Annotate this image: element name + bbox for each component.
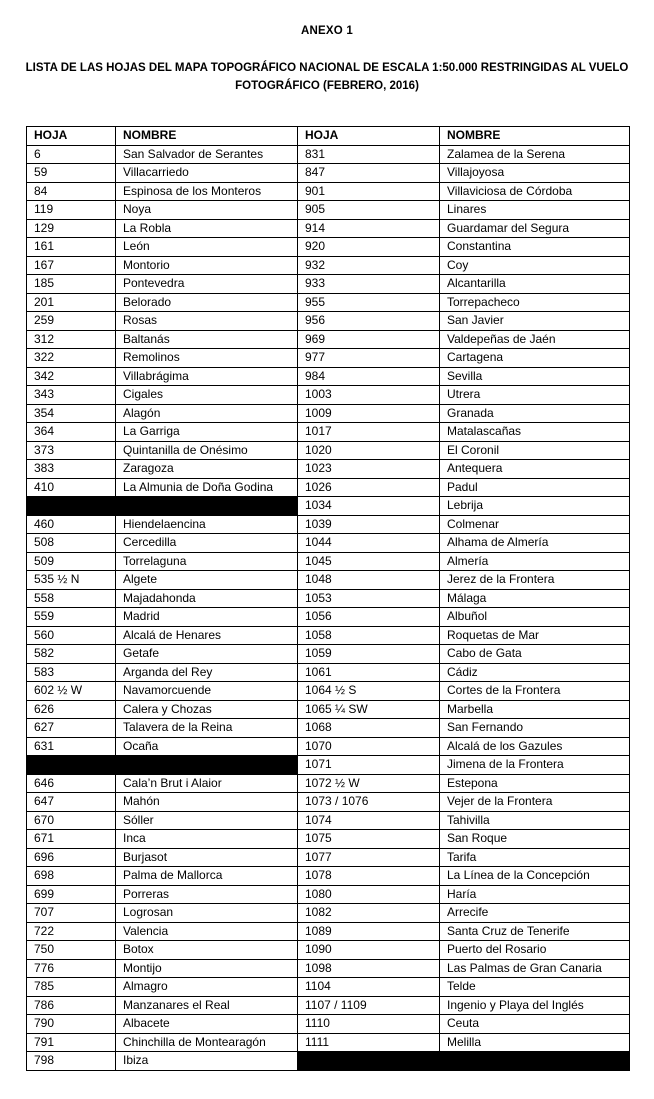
nombre-left-cell: Burjasot: [116, 848, 298, 867]
table-row: [27, 978, 630, 997]
nombre-left-cell: Hiendelaencina: [116, 515, 298, 534]
table-row: [27, 238, 630, 257]
nombre-right-cell: Tahivilla: [440, 811, 630, 830]
hoja-left-cell: 582: [27, 645, 116, 664]
hoja-left-cell: 798: [27, 1052, 116, 1071]
hoja-left-cell: 785: [27, 978, 116, 997]
nombre-right-cell: La Línea de la Concepción: [440, 867, 630, 886]
hoja-left-cell: 602 ½ W: [27, 682, 116, 701]
hoja-left-cell: 790: [27, 1015, 116, 1034]
table-row: [27, 848, 630, 867]
table-row: [27, 164, 630, 183]
hoja-right-cell: 1045: [298, 552, 440, 571]
table-row: [27, 256, 630, 275]
table-row: [27, 201, 630, 220]
nombre-left-cell: Inca: [116, 830, 298, 849]
nombre-right-cell: Jimena de la Frontera: [440, 756, 630, 775]
table-row: [27, 774, 630, 793]
hoja-left-cell: 364: [27, 423, 116, 442]
hoja-right-cell: 1107 / 1109: [298, 996, 440, 1015]
nombre-right-cell: Haría: [440, 885, 630, 904]
nombre-left-cell: Baltanás: [116, 330, 298, 349]
hoja-right-cell: 1061: [298, 663, 440, 682]
hoja-left-cell: 383: [27, 460, 116, 479]
table-row: [27, 478, 630, 497]
nombre-right-cell: Ingenio y Playa del Inglés: [440, 996, 630, 1015]
hoja-left-cell: 626: [27, 700, 116, 719]
hoja-right-cell: 1090: [298, 941, 440, 960]
table-row: [27, 626, 630, 645]
hoja-right-cell: 1074: [298, 811, 440, 830]
table-row: [27, 515, 630, 534]
hoja-right-cell: 1065 ¼ SW: [298, 700, 440, 719]
hoja-right-cell: 920: [298, 238, 440, 257]
nombre-left-cell: Cercedilla: [116, 534, 298, 553]
hoja-right-cell: 847: [298, 164, 440, 183]
hoja-right-cell: 1017: [298, 423, 440, 442]
hoja-right-cell: 1073 / 1076: [298, 793, 440, 812]
nombre-left-cell: León: [116, 238, 298, 257]
nombre-right-cell: Linares: [440, 201, 630, 220]
hoja-right-cell: 1072 ½ W: [298, 774, 440, 793]
table-row: [27, 182, 630, 201]
nombre-right-cell: Melilla: [440, 1033, 630, 1052]
hoja-right-cell: 1111: [298, 1033, 440, 1052]
nombre-left-cell: Chinchilla de Montearagón: [116, 1033, 298, 1052]
nombre-left-cell: Cala’n Brut i Alaior: [116, 774, 298, 793]
hoja-left-cell: 322: [27, 349, 116, 368]
hoja-right-cell: 901: [298, 182, 440, 201]
table-row: [27, 700, 630, 719]
table-row: [27, 682, 630, 701]
redacted-cell: [440, 1052, 630, 1071]
nombre-right-cell: Cortes de la Frontera: [440, 682, 630, 701]
nombre-right-cell: Cartagena: [440, 349, 630, 368]
title-line-2: FOTOGRÁFICO (FEBRERO, 2016): [235, 80, 419, 92]
hoja-left-cell: 201: [27, 293, 116, 312]
hoja-right-cell: 831: [298, 145, 440, 164]
hoja-left-cell: 460: [27, 515, 116, 534]
table-row: [27, 885, 630, 904]
table-row: [27, 293, 630, 312]
hoja-left-cell: 699: [27, 885, 116, 904]
nombre-left-cell: Belorado: [116, 293, 298, 312]
hoja-right-cell: 1068: [298, 719, 440, 738]
table-row: [27, 404, 630, 423]
nombre-right-cell: Roquetas de Mar: [440, 626, 630, 645]
hoja-right-cell: 955: [298, 293, 440, 312]
table-row: [27, 959, 630, 978]
header-hoja-right: HOJA: [298, 127, 440, 146]
hoja-right-cell: 1089: [298, 922, 440, 941]
nombre-left-cell: Mahón: [116, 793, 298, 812]
nombre-left-cell: Madrid: [116, 608, 298, 627]
table-row: [27, 589, 630, 608]
table-row: [27, 367, 630, 386]
nombre-left-cell: Calera y Chozas: [116, 700, 298, 719]
hoja-right-cell: 984: [298, 367, 440, 386]
table-row: [27, 330, 630, 349]
redacted-cell: [116, 497, 298, 516]
nombre-right-cell: Lebrija: [440, 497, 630, 516]
hoja-left-cell: 535 ½ N: [27, 571, 116, 590]
table-row: [27, 830, 630, 849]
annex-label: ANEXO 1: [301, 25, 353, 37]
nombre-right-cell: Jerez de la Frontera: [440, 571, 630, 590]
hoja-left-cell: 786: [27, 996, 116, 1015]
hoja-right-cell: 1048: [298, 571, 440, 590]
table-row: [27, 312, 630, 331]
nombre-left-cell: Remolinos: [116, 349, 298, 368]
nombre-right-cell: Alcalá de los Gazules: [440, 737, 630, 756]
nombre-left-cell: Arganda del Rey: [116, 663, 298, 682]
hoja-right-cell: 933: [298, 275, 440, 294]
nombre-right-cell: Coy: [440, 256, 630, 275]
hoja-left-cell: 129: [27, 219, 116, 238]
hoja-right-cell: 1077: [298, 848, 440, 867]
hoja-left-cell: 84: [27, 182, 116, 201]
header-nombre-left: NOMBRE: [116, 127, 298, 146]
nombre-right-cell: Marbella: [440, 700, 630, 719]
table-row: [27, 145, 630, 164]
table-row: [27, 922, 630, 941]
table-row: [27, 571, 630, 590]
nombre-right-cell: San Javier: [440, 312, 630, 331]
nombre-right-cell: Cádiz: [440, 663, 630, 682]
hoja-left-cell: 354: [27, 404, 116, 423]
hoja-left-cell: 583: [27, 663, 116, 682]
hoja-left-cell: 631: [27, 737, 116, 756]
nombre-left-cell: Palma de Mallorca: [116, 867, 298, 886]
nombre-left-cell: Pontevedra: [116, 275, 298, 294]
nombre-left-cell: Navamorcuende: [116, 682, 298, 701]
hoja-right-cell: 1104: [298, 978, 440, 997]
nombre-left-cell: Alcalá de Henares: [116, 626, 298, 645]
nombre-left-cell: Montorio: [116, 256, 298, 275]
nombre-right-cell: Almería: [440, 552, 630, 571]
table-row: [27, 719, 630, 738]
hoja-left-cell: 167: [27, 256, 116, 275]
hoja-left-cell: 161: [27, 238, 116, 257]
nombre-right-cell: Puerto del Rosario: [440, 941, 630, 960]
nombre-right-cell: Guardamar del Segura: [440, 219, 630, 238]
nombre-left-cell: Cigales: [116, 386, 298, 405]
hoja-left-cell: 791: [27, 1033, 116, 1052]
table-row: [27, 1033, 630, 1052]
hoja-left-cell: 559: [27, 608, 116, 627]
redacted-cell: [27, 756, 116, 775]
sheets-table: [26, 126, 630, 1071]
nombre-right-cell: Granada: [440, 404, 630, 423]
nombre-right-cell: Estepona: [440, 774, 630, 793]
hoja-right-cell: 1059: [298, 645, 440, 664]
nombre-left-cell: Valencia: [116, 922, 298, 941]
header-hoja-left: HOJA: [27, 127, 116, 146]
nombre-right-cell: San Roque: [440, 830, 630, 849]
hoja-left-cell: 119: [27, 201, 116, 220]
nombre-left-cell: Villacarriedo: [116, 164, 298, 183]
hoja-right-cell: 1080: [298, 885, 440, 904]
nombre-right-cell: Villaviciosa de Córdoba: [440, 182, 630, 201]
table-header-row: [27, 127, 630, 146]
nombre-right-cell: Vejer de la Frontera: [440, 793, 630, 812]
nombre-left-cell: Talavera de la Reina: [116, 719, 298, 738]
table-row: [27, 811, 630, 830]
hoja-right-cell: 1070: [298, 737, 440, 756]
hoja-right-cell: 1110: [298, 1015, 440, 1034]
hoja-right-cell: 1056: [298, 608, 440, 627]
hoja-left-cell: 560: [27, 626, 116, 645]
nombre-right-cell: Padul: [440, 478, 630, 497]
hoja-left-cell: 750: [27, 941, 116, 960]
nombre-right-cell: Málaga: [440, 589, 630, 608]
nombre-left-cell: La Robla: [116, 219, 298, 238]
nombre-left-cell: Porreras: [116, 885, 298, 904]
table-body: [27, 145, 630, 1070]
nombre-right-cell: Albuñol: [440, 608, 630, 627]
nombre-right-cell: Tarifa: [440, 848, 630, 867]
hoja-left-cell: 343: [27, 386, 116, 405]
redacted-cell: [298, 1052, 440, 1071]
nombre-left-cell: Albacete: [116, 1015, 298, 1034]
hoja-left-cell: 722: [27, 922, 116, 941]
hoja-left-cell: 509: [27, 552, 116, 571]
hoja-left-cell: 671: [27, 830, 116, 849]
hoja-left-cell: 646: [27, 774, 116, 793]
nombre-left-cell: Zaragoza: [116, 460, 298, 479]
nombre-left-cell: Torrelaguna: [116, 552, 298, 571]
hoja-right-cell: 1071: [298, 756, 440, 775]
nombre-right-cell: Torrepacheco: [440, 293, 630, 312]
nombre-left-cell: Ocaña: [116, 737, 298, 756]
nombre-left-cell: Noya: [116, 201, 298, 220]
table-row: [27, 645, 630, 664]
hoja-right-cell: 1009: [298, 404, 440, 423]
nombre-right-cell: Arrecife: [440, 904, 630, 923]
table-row: [27, 219, 630, 238]
table-row: [27, 552, 630, 571]
nombre-right-cell: Las Palmas de Gran Canaria: [440, 959, 630, 978]
hoja-left-cell: 59: [27, 164, 116, 183]
nombre-right-cell: Utrera: [440, 386, 630, 405]
nombre-left-cell: Alagón: [116, 404, 298, 423]
hoja-left-cell: 776: [27, 959, 116, 978]
table-row: [27, 904, 630, 923]
hoja-left-cell: 698: [27, 867, 116, 886]
nombre-left-cell: San Salvador de Serantes: [116, 145, 298, 164]
nombre-left-cell: Majadahonda: [116, 589, 298, 608]
hoja-right-cell: 1053: [298, 589, 440, 608]
nombre-left-cell: Rosas: [116, 312, 298, 331]
table-row: [27, 608, 630, 627]
nombre-left-cell: Logrosan: [116, 904, 298, 923]
table-row: [27, 737, 630, 756]
hoja-right-cell: 914: [298, 219, 440, 238]
nombre-right-cell: El Coronil: [440, 441, 630, 460]
table-row: [27, 349, 630, 368]
nombre-left-cell: Ibiza: [116, 1052, 298, 1071]
nombre-right-cell: San Fernando: [440, 719, 630, 738]
nombre-right-cell: Villajoyosa: [440, 164, 630, 183]
nombre-left-cell: Getafe: [116, 645, 298, 664]
nombre-left-cell: Algete: [116, 571, 298, 590]
hoja-left-cell: 259: [27, 312, 116, 331]
hoja-left-cell: 6: [27, 145, 116, 164]
header-nombre-right: NOMBRE: [440, 127, 630, 146]
hoja-left-cell: 508: [27, 534, 116, 553]
table-row: [27, 275, 630, 294]
nombre-right-cell: Alhama de Almería: [440, 534, 630, 553]
table-row: [27, 793, 630, 812]
nombre-right-cell: Telde: [440, 978, 630, 997]
hoja-left-cell: 410: [27, 478, 116, 497]
nombre-right-cell: Zalamea de la Serena: [440, 145, 630, 164]
hoja-right-cell: 1003: [298, 386, 440, 405]
hoja-left-cell: 647: [27, 793, 116, 812]
nombre-right-cell: Colmenar: [440, 515, 630, 534]
hoja-right-cell: 1023: [298, 460, 440, 479]
hoja-right-cell: 1020: [298, 441, 440, 460]
hoja-left-cell: 558: [27, 589, 116, 608]
nombre-right-cell: Alcantarilla: [440, 275, 630, 294]
hoja-left-cell: 696: [27, 848, 116, 867]
nombre-left-cell: Manzanares el Real: [116, 996, 298, 1015]
hoja-right-cell: 1026: [298, 478, 440, 497]
hoja-right-cell: 932: [298, 256, 440, 275]
hoja-left-cell: 670: [27, 811, 116, 830]
title-line-1: LISTA DE LAS HOJAS DEL MAPA TOPOGRÁFICO NACIONAL DE ESCALA 1:50.000 RESTRINGIDAS AL VUELO: [25, 62, 629, 74]
nombre-left-cell: La Almunia de Doña Godina: [116, 478, 298, 497]
nombre-right-cell: Constantina: [440, 238, 630, 257]
nombre-right-cell: Ceuta: [440, 1015, 630, 1034]
nombre-left-cell: Villabrágima: [116, 367, 298, 386]
redacted-cell: [27, 497, 116, 516]
nombre-right-cell: Cabo de Gata: [440, 645, 630, 664]
table-row: [27, 1052, 630, 1071]
hoja-right-cell: 1058: [298, 626, 440, 645]
nombre-right-cell: Antequera: [440, 460, 630, 479]
hoja-right-cell: 1064 ½ S: [298, 682, 440, 701]
nombre-right-cell: Santa Cruz de Tenerife: [440, 922, 630, 941]
hoja-right-cell: 1039: [298, 515, 440, 534]
hoja-left-cell: 373: [27, 441, 116, 460]
table-row: [27, 534, 630, 553]
hoja-left-cell: 312: [27, 330, 116, 349]
hoja-left-cell: 185: [27, 275, 116, 294]
table-row: [27, 996, 630, 1015]
nombre-left-cell: Almagro: [116, 978, 298, 997]
hoja-right-cell: 1082: [298, 904, 440, 923]
nombre-right-cell: Sevilla: [440, 367, 630, 386]
table-row: [27, 1015, 630, 1034]
hoja-right-cell: 1098: [298, 959, 440, 978]
hoja-left-cell: 707: [27, 904, 116, 923]
nombre-left-cell: La Garriga: [116, 423, 298, 442]
hoja-right-cell: 969: [298, 330, 440, 349]
hoja-left-cell: 627: [27, 719, 116, 738]
hoja-right-cell: 1075: [298, 830, 440, 849]
hoja-right-cell: 1078: [298, 867, 440, 886]
hoja-right-cell: 956: [298, 312, 440, 331]
nombre-left-cell: Sóller: [116, 811, 298, 830]
table-row: [27, 497, 630, 516]
nombre-right-cell: Valdepeñas de Jaén: [440, 330, 630, 349]
hoja-left-cell: 342: [27, 367, 116, 386]
redacted-cell: [116, 756, 298, 775]
nombre-left-cell: Quintanilla de Onésimo: [116, 441, 298, 460]
nombre-left-cell: Espinosa de los Monteros: [116, 182, 298, 201]
table-row: [27, 386, 630, 405]
hoja-right-cell: 977: [298, 349, 440, 368]
hoja-right-cell: 1034: [298, 497, 440, 516]
hoja-right-cell: 1044: [298, 534, 440, 553]
document-title: [20, 59, 634, 95]
table-row: [27, 867, 630, 886]
table-row: [27, 441, 630, 460]
nombre-left-cell: Montijo: [116, 959, 298, 978]
table-row: [27, 423, 630, 442]
nombre-right-cell: Matalascañas: [440, 423, 630, 442]
table-row: [27, 941, 630, 960]
hoja-right-cell: 905: [298, 201, 440, 220]
table-row: [27, 663, 630, 682]
table-row: [27, 756, 630, 775]
table-row: [27, 460, 630, 479]
nombre-left-cell: Botox: [116, 941, 298, 960]
